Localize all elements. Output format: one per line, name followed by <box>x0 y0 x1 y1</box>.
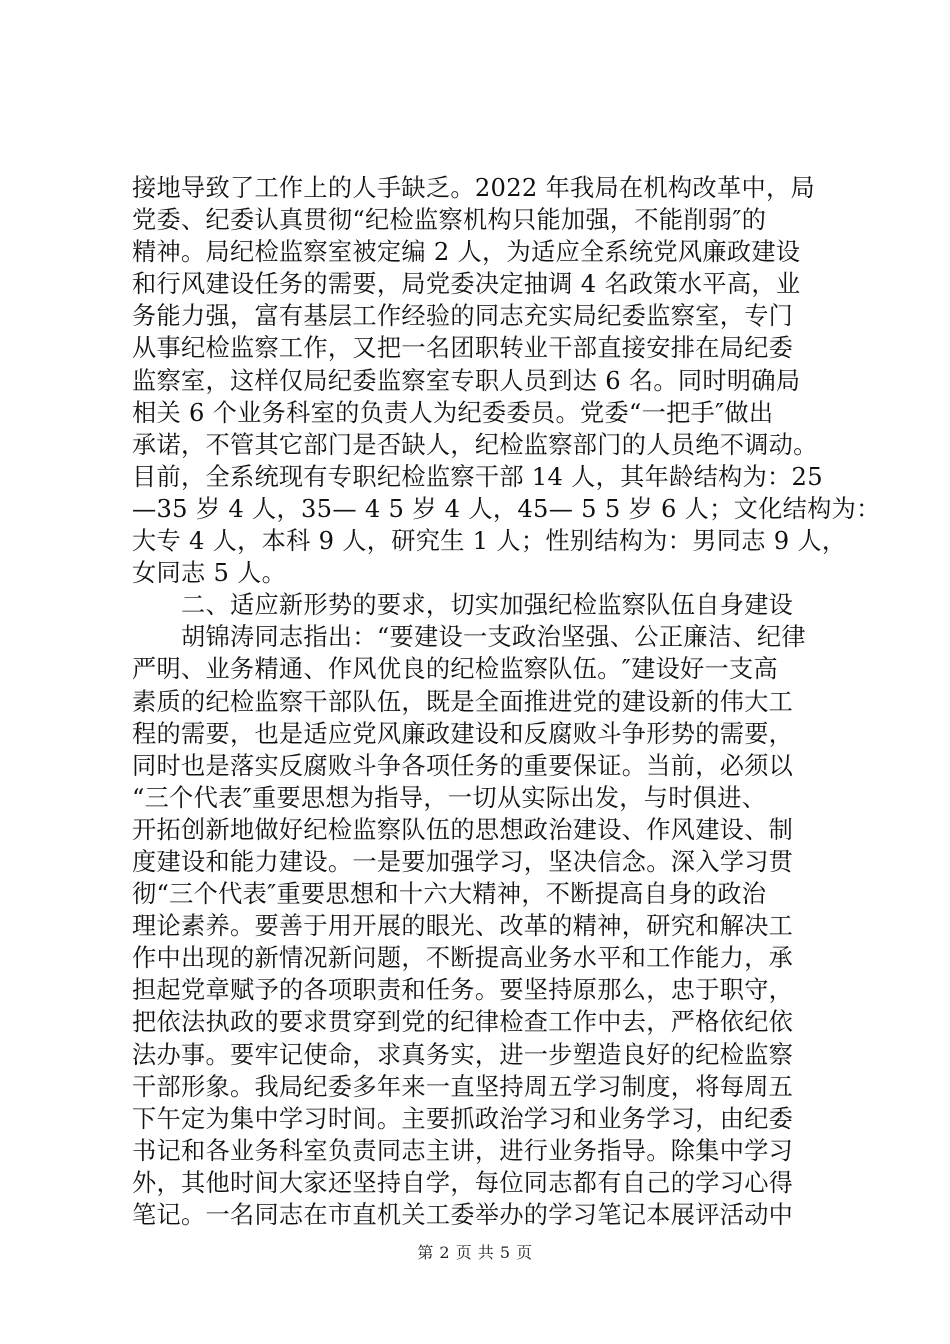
text-line: 开拓创新地做好纪检监察队伍的思想政治建设、作风建设、制 <box>132 815 794 844</box>
text-line: 下午定为集中学习时间。主要抓政治学习和业务学习，由纪委 <box>132 1104 794 1133</box>
text-line: 把依法执政的要求贯穿到党的纪律检查工作中去，严格依纪依 <box>132 1008 794 1037</box>
text-line: 同时也是落实反腐败斗争各项任务的重要保证。当前，必须以 <box>132 751 794 780</box>
text-line: 目前，全系统现有专职纪检监察干部 14 人，其年龄结构为：25 <box>132 462 823 491</box>
text-line: 从事纪检监察工作，又把一名团职转业干部直接安排在局纪委 <box>132 334 794 363</box>
text-line: 法办事。要牢记使命，求真务实，进一步塑造良好的纪检监察 <box>132 1040 794 1069</box>
text-line: 胡锦涛同志指出：“要建设一支政治坚强、公正廉洁、纪律 <box>132 623 806 652</box>
text-line: 务能力强，富有基层工作经验的同志充实局纪委监察室，专门 <box>132 302 794 331</box>
text-line: 和行风建设任务的需要，局党委决定抽调 4 名政策水平高，业 <box>132 270 801 299</box>
text-line: 外，其他时间大家还坚持自学，每位同志都有自己的学习心得 <box>132 1168 794 1197</box>
text-line: 接地导致了工作上的人手缺乏。2022 年我局在机构改革中，局 <box>132 174 815 202</box>
text-line: 相关 6 个业务科室的负责人为纪委委员。党委“一把手″做出 <box>132 398 774 427</box>
text-line: 彻“三个代表″重要思想和十六大精神，不断提高自身的政治 <box>132 880 767 909</box>
text-line: 承诺，不管其它部门是否缺人，纪检监察部门的人员绝不调动。 <box>132 430 818 459</box>
page-number-footer: 第 2 页 共 5 页 <box>417 1243 533 1262</box>
text-line: —35 岁 4 人，35— 4 5 岁 4 人，45— 5 5 岁 6 人；文化结构为： <box>132 494 881 523</box>
text-line: 严明、业务精通、作风优良的纪检监察队伍。″建设好一支高 <box>132 655 779 684</box>
text-line: 精神。局纪检监察室被定编 2 人，为适应全系统党风廉政建设 <box>132 238 801 267</box>
text-line: 大专 4 人，本科 9 人，研究生 1 人；性别结构为：男同志 9 人， <box>132 527 847 556</box>
text-line: 笔记。一名同志在市直机关工委举办的学习笔记本展评活动中 <box>132 1201 794 1229</box>
text-line: 担起党章赋予的各项职责和任务。要坚持原那么，忠于职守， <box>132 976 794 1005</box>
text-line: 素质的纪检监察干部队伍，既是全面推进党的建设新的伟大工 <box>132 687 794 716</box>
section-heading: 二、适应新形势的要求，切实加强纪检监察队伍自身建设 <box>132 591 794 620</box>
text-line: 书记和各业务科室负责同志主讲，进行业务指导。除集中学习 <box>132 1136 794 1165</box>
text-line: 干部形象。我局纪委多年来一直坚持周五学习制度，将每周五 <box>132 1072 794 1101</box>
text-line: 女同志 5 人。 <box>132 559 287 588</box>
text-line: 党委、纪委认真贯彻“纪检监察机构只能加强，不能削弱″的 <box>132 206 767 235</box>
text-line: 作中出现的新情况新问题，不断提高业务水平和工作能力，承 <box>132 944 794 973</box>
text-line: 度建设和能力建设。一是要加强学习，坚决信念。深入学习贯 <box>132 847 794 876</box>
text-line: “三个代表″重要思想为指导，一切从实际出发，与时俱进、 <box>132 783 767 812</box>
text-line: 程的需要，也是适应党风廉政建设和反腐败斗争形势的需要， <box>132 719 794 748</box>
body-text <box>132 172 881 1231</box>
text-line: 监察室，这样仅局纪委监察室专职人员到达 6 名。同时明确局 <box>132 366 801 395</box>
text-line: 理论素养。要善于用开展的眼光、改革的精神，研究和解决工 <box>132 912 794 941</box>
